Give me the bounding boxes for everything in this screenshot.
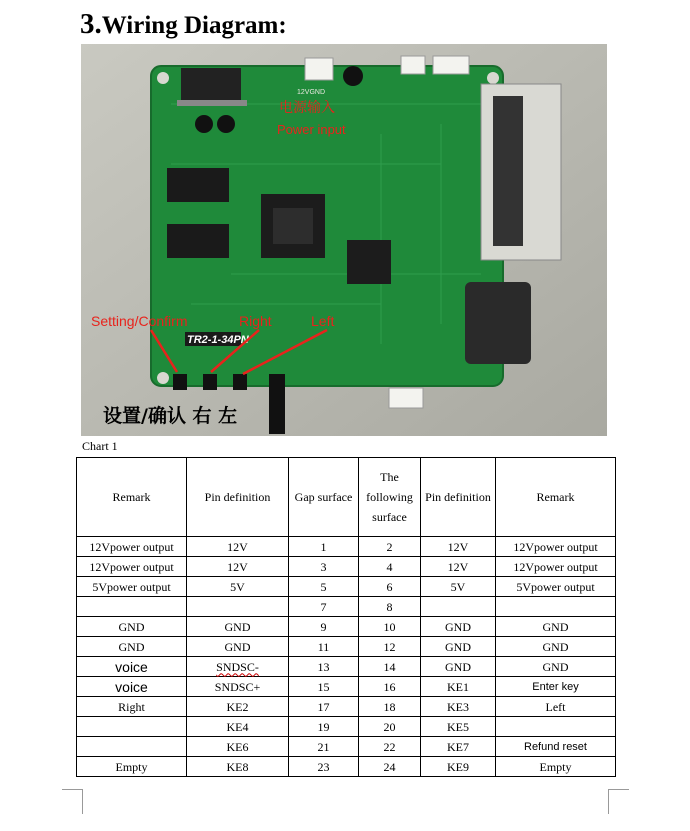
table-cell: GND — [187, 617, 289, 637]
table-cell: GND — [496, 617, 616, 637]
table-cell — [496, 717, 616, 737]
table-cell: 12 — [359, 637, 421, 657]
power-input-en: Power input — [277, 122, 346, 137]
table-cell: 21 — [289, 737, 359, 757]
table-cell: 12Vpower output — [77, 557, 187, 577]
table-row — [77, 757, 616, 777]
table-cell: SNDSC+ — [187, 677, 289, 697]
button-right — [203, 374, 217, 390]
button-setting — [173, 374, 187, 390]
table-header-row — [77, 458, 616, 537]
table-cell — [77, 717, 187, 737]
table-cell — [77, 737, 187, 757]
table-cell: GND — [496, 637, 616, 657]
section-title: Wiring Diagram: — [101, 12, 287, 39]
memory-chip — [167, 168, 229, 202]
page-corner-mark — [62, 789, 83, 814]
section-number: 3. — [80, 8, 102, 40]
power-regulator — [181, 68, 241, 102]
left-label: Left — [311, 313, 335, 329]
table-cell: KE4 — [187, 717, 289, 737]
table-cell: 12Vpower output — [496, 557, 616, 577]
table-cell: 2 — [359, 537, 421, 557]
table-cell: KE8 — [187, 757, 289, 777]
io-chip — [347, 240, 391, 284]
table-cell — [496, 597, 616, 617]
table-cell — [421, 597, 496, 617]
table-cell: 13 — [289, 657, 359, 677]
table-cell — [187, 597, 289, 617]
header-cell: The following surface — [359, 458, 421, 537]
table-cell: 3 — [289, 557, 359, 577]
header-cell: Remark — [77, 458, 187, 537]
table-cell: Refund reset — [496, 737, 616, 757]
table-row — [77, 737, 616, 757]
table-row — [77, 657, 616, 677]
table-cell: Right — [77, 697, 187, 717]
table-cell: 11 — [289, 637, 359, 657]
table-cell: 7 — [289, 597, 359, 617]
table-cell: 12Vpower output — [77, 537, 187, 557]
table-row — [77, 577, 616, 597]
table-row — [77, 537, 616, 557]
button-legend-cn: 设置/确认 右 左 — [103, 405, 238, 427]
table-cell: 12V — [187, 557, 289, 577]
table-cell: 20 — [359, 717, 421, 737]
table-cell: Left — [496, 697, 616, 717]
table-cell: 23 — [289, 757, 359, 777]
table-cell: GND — [77, 637, 187, 657]
table-row — [77, 557, 616, 577]
table-cell: 16 — [359, 677, 421, 697]
table-cell: 22 — [359, 737, 421, 757]
table-cell: GND — [421, 657, 496, 677]
table-cell: 24 — [359, 757, 421, 777]
table-cell: 6 — [359, 577, 421, 597]
table-cell: KE6 — [187, 737, 289, 757]
table-cell: 8 — [359, 597, 421, 617]
table-cell: 12Vpower output — [496, 537, 616, 557]
table-cell: 12V — [421, 557, 496, 577]
table-cell: 9 — [289, 617, 359, 637]
table-cell: SNDSC- — [187, 657, 289, 677]
table-cell: GND — [77, 617, 187, 637]
table-cell: 14 — [359, 657, 421, 677]
table-cell: voice — [77, 657, 187, 677]
table-row — [77, 617, 616, 637]
board-label: TR2-1-34PN — [187, 334, 249, 346]
header-cell: Pin definition — [421, 458, 496, 537]
table-row — [77, 597, 616, 617]
table-cell: 12V — [187, 537, 289, 557]
table-cell: 5V — [421, 577, 496, 597]
table-cell: Empty — [496, 757, 616, 777]
table-cell: 5Vpower output — [77, 577, 187, 597]
table-cell: KE2 — [187, 697, 289, 717]
header-cell: Pin definition — [187, 458, 289, 537]
table-cell: voice — [77, 677, 187, 697]
table-cell: GND — [496, 657, 616, 677]
table-cell: 1 — [289, 537, 359, 557]
pin-table — [76, 457, 616, 777]
power-connector — [305, 58, 333, 80]
header-cell: Gap surface — [289, 458, 359, 537]
table-cell: KE1 — [421, 677, 496, 697]
table-cell: Empty — [77, 757, 187, 777]
table-row — [77, 697, 616, 717]
table-cell: KE3 — [421, 697, 496, 717]
table-row — [77, 677, 616, 697]
chart-caption: Chart 1 — [82, 439, 118, 453]
table-cell: 15 — [289, 677, 359, 697]
table-cell: KE9 — [421, 757, 496, 777]
power-input-cn: 电源输入 — [279, 100, 335, 116]
table-row — [77, 637, 616, 657]
table-cell: KE7 — [421, 737, 496, 757]
table-cell: GND — [421, 637, 496, 657]
table-cell: Enter key — [496, 677, 616, 697]
right-label: Right — [239, 313, 272, 329]
table-cell: 19 — [289, 717, 359, 737]
table-row — [77, 717, 616, 737]
table-cell: 17 — [289, 697, 359, 717]
button-left — [233, 374, 247, 390]
section-heading — [80, 8, 287, 41]
table-cell: 12V — [421, 537, 496, 557]
table-cell: GND — [187, 637, 289, 657]
table-cell: 18 — [359, 697, 421, 717]
board-photo — [81, 44, 607, 436]
memory-chip — [167, 224, 229, 258]
table-cell: 10 — [359, 617, 421, 637]
silk-12vgnd: 12VGND — [297, 89, 326, 96]
table-cell: 5V — [187, 577, 289, 597]
page-corner-mark — [608, 789, 629, 814]
setting-confirm-label: Setting/Confirm — [91, 313, 188, 329]
header-cell: Remark — [496, 458, 616, 537]
table-cell: KE5 — [421, 717, 496, 737]
table-cell: 5Vpower output — [496, 577, 616, 597]
db9-connector — [465, 282, 531, 364]
table-cell: 5 — [289, 577, 359, 597]
table-cell: 4 — [359, 557, 421, 577]
table-cell — [77, 597, 187, 617]
table-cell: GND — [421, 617, 496, 637]
